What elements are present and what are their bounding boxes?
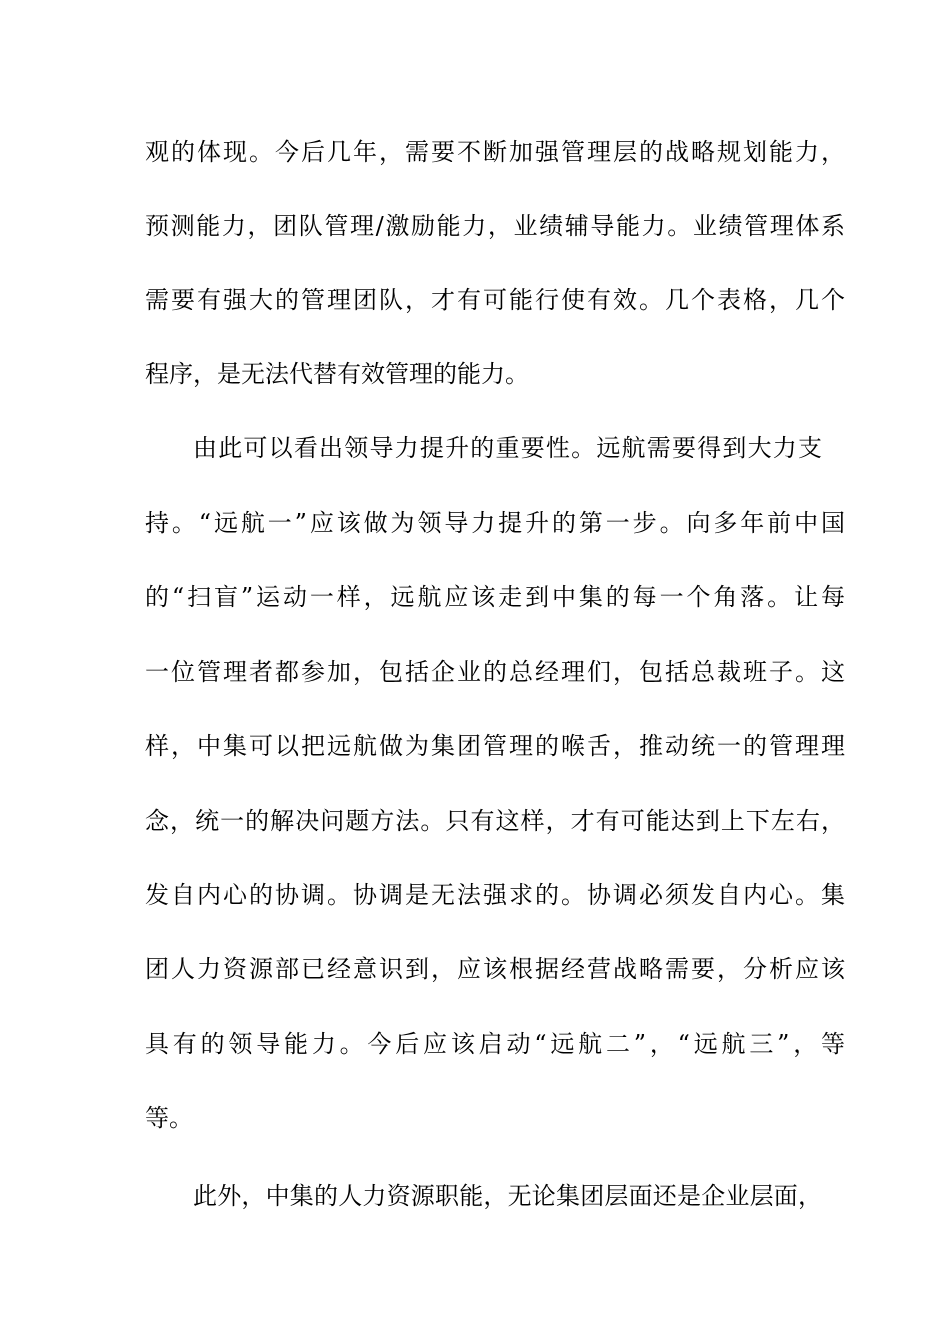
paragraph-2-line-3: 的“扫盲”运动一样，远航应该走到中集的每一个角落。让每 [145, 583, 845, 611]
paragraph-2-line-7: 发自内心的协调。协调是无法强求的。协调必须发自内心。集 [145, 881, 845, 909]
paragraph-2-line-10: 等。 [145, 1104, 193, 1132]
paragraph-2-line-1: 由此可以看出领导力提升的重要性。远航需要得到大力支 [193, 434, 822, 462]
paragraph-2-line-8: 团人力资源部已经意识到，应该根据经营战略需要，分析应该 [145, 955, 845, 983]
paragraph-1-line-1: 观的体现。今后几年，需要不断加强管理层的战略规划能力， [145, 138, 845, 166]
paragraph-2-line-4: 一位管理者都参加，包括企业的总经理们，包括总裁班子。这 [145, 658, 845, 686]
paragraph-2-line-5: 样，中集可以把远航做为集团管理的喉舌，推动统一的管理理 [145, 732, 845, 760]
paragraph-2-line-9: 具有的领导能力。今后应该启动“远航二”，“远航三”，等 [145, 1030, 845, 1058]
paragraph-3-line-1: 此外，中集的人力资源职能，无论集团层面还是企业层面， [193, 1182, 822, 1210]
paragraph-1-line-2: 预测能力，团队管理/激励能力，业绩辅导能力。业绩管理体系 [145, 212, 845, 240]
paragraph-1-line-3: 需要有强大的管理团队，才有可能行使有效。几个表格，几个 [145, 286, 845, 314]
paragraph-1-line-4: 程序，是无法代替有效管理的能力。 [145, 360, 529, 388]
paragraph-2-line-2: 持。“远航一”应该做为领导力提升的第一步。向多年前中国 [145, 509, 845, 537]
paragraph-2-line-6: 念，统一的解决问题方法。只有这样，才有可能达到上下左右， [145, 807, 845, 835]
